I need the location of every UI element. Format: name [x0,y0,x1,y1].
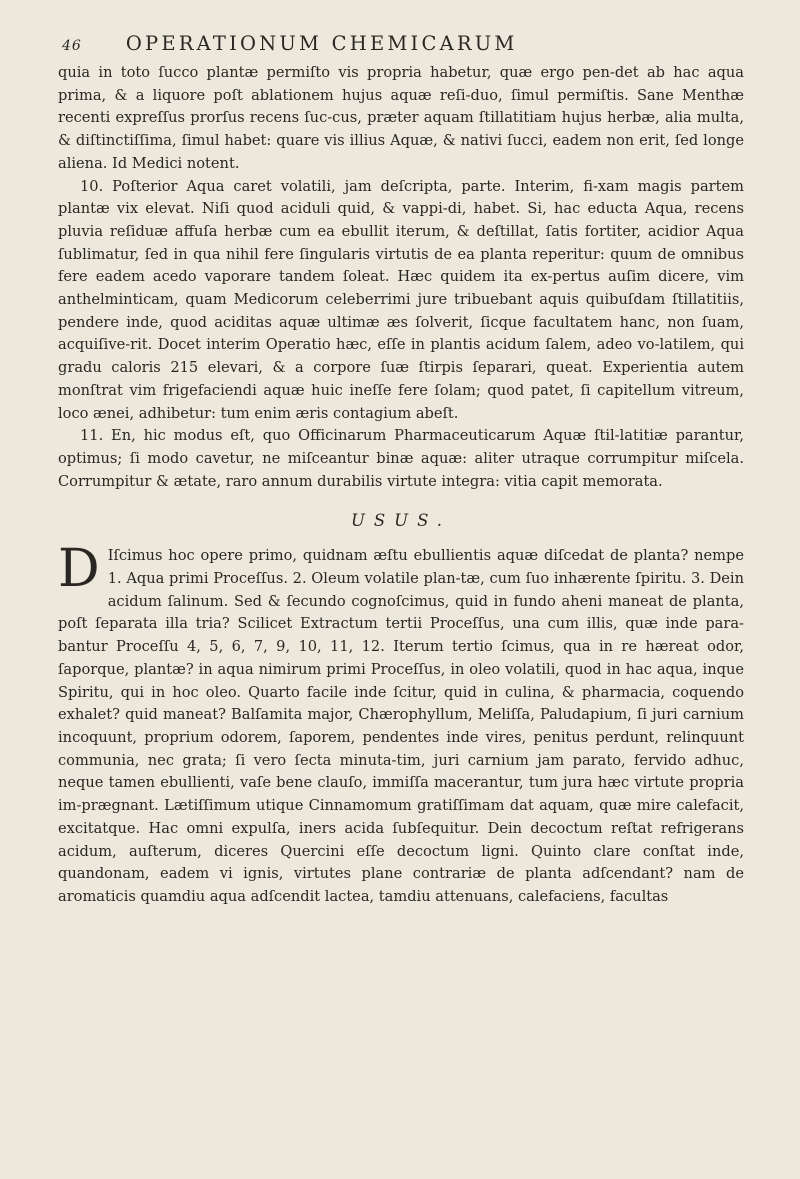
paragraph-10: 10. Poſterior Aqua caret volatili, jam deſcripta, parte. Interim, fi-xam magis partem plantæ vix elevat. Niſi quod aciduli quid, & vappi-di, habet. Si, hac educta Aqua, recens pluvia reſiduæ affuſa herbæ cum ea ebullit iterum, & deſtillat, ſatis fortiter, acidior Aqua ſublimatur, ſed in qua nihil fere ſingularis virtutis de ea planta reperitur: quum de omnibus fere eadem acedo vaporare tandem ſoleat. Hæc quidem ita ex-pertus auſim dicere, vim anthelminticam, quam Medicorum celeberrimi jure tribuebant aquis quibuſdam ſtillatitiis, pendere inde, quod aciditas aquæ ultimæ æs ſolverit, ſicque facultatem hanc, non ſuam, acquiſive-rit. Docet interim Operatio hæc, eſſe in plantis acidum ſalem, adeo vo-latilem, qui gradu caloris 215 elevari, & a corpore ſuæ ſtirpis ſeparari, queat. Experientia autem monſtrat vim frigefaciendi aquæ huic ineſſe fere ſolam; quod patet, ſi capitellum vitreum, loco ænei, adhibetur: tum enim æris contagium abeſt. [58,177,744,422]
page-number: 46 [62,38,82,54]
usus-paragraph [58,539,744,908]
page-header [62,32,744,62]
section-title: USUS. [350,511,452,531]
running-head: OPERATIONUM CHEMICARUM [125,32,518,55]
paragraph-continuation: quia in toto ſucco plantæ permiſto vis propria habetur, quæ ergo pen-det ab hac aqua prima, & a liquore poſt ablationem hujus aquæ reſi-duo, ſimul permiſtis. Sane Menthæ recenti expreſſus prorſus recens ſuc-cus, præter aquam ſtillatitiam hujus herbæ, alia multa, & diſtinctiſſima, ſimul habet: quare vis illius Aquæ, & nativi ſucci, eadem non erit, ſed longe aliena. Id Medici notent. [58,64,744,172]
paragraph-11: 11. En, hic modus eſt, quo Officinarum Pharmaceuticarum Aquæ ſtil-latitiæ parantur, optimus; ſi modo cavetur, ne miſceantur binæ aquæ: aliter utraque corrumpitur miſcela. Corrumpitur & ætate, raro annum durabilis virtute integra: vitia capit memorata. [58,427,744,490]
usus-text: Iſcimus hoc opere primo, quidnam æſtu ebullientis aquæ diſcedat de planta? nempe 1. Aqua primi Proceſſus. 2. Oleum volatile plan-tæ, cum ſuo inhærente ſpiritu. 3. Dein acidum ſalinum. Sed & ſecundo cognoſcimus, quid in fundo aheni maneat de planta, poſt ſeparata illa tria? Scilicet Extractum tertii Proceſſus, una cum illis, quæ inde para-bantur Proceſſu 4, 5, 6, 7, 9, 10, 11, 12. Iterum tertio ſcimus, qua in re hæreat odor, ſaporque, plantæ? in aqua nimirum primi Proceſſus, in oleo volatili, quod in hac aqua, inque Spiritu, qui in hoc oleo. Quarto facile inde ſcitur, quid in culina, & pharmacia, coquendo exhalet? quid maneat? Balſamita major, Chærophyllum, Meliſſa, Paludapium, ſi juri carnium incoquunt, proprium odorem, ſaporem, pendentes inde vires, penitus perdunt, relinquunt communia, nec grata; ſi vero ſecta minuta-tim, juri carnium jam parato, fervido adhuc, neque tamen ebullienti, vaſe bene clauſo, immiſſa macerantur, tum jura hæc virtute propria im-prægnant. Lætiſſimum utique Cinnamomum gratiſſimam dat aquam, quæ mire calefacit, excitatque. Hac omni expulſa, iners acida ſubſequitur. Dein decoctum reſtat refrigerans acidum, auſterum, diceres Quercini eſſe decoctum ligni. Quinto clare conſtat inde, quandonam, eadem vi ignis, virtutes plane contrariæ de planta adſcendant? nam de aromaticis quamdiu aqua adſcendit lactea, tamdiu attenuans, calefaciens, facultas [58,547,744,905]
drop-cap: D [58,539,100,600]
